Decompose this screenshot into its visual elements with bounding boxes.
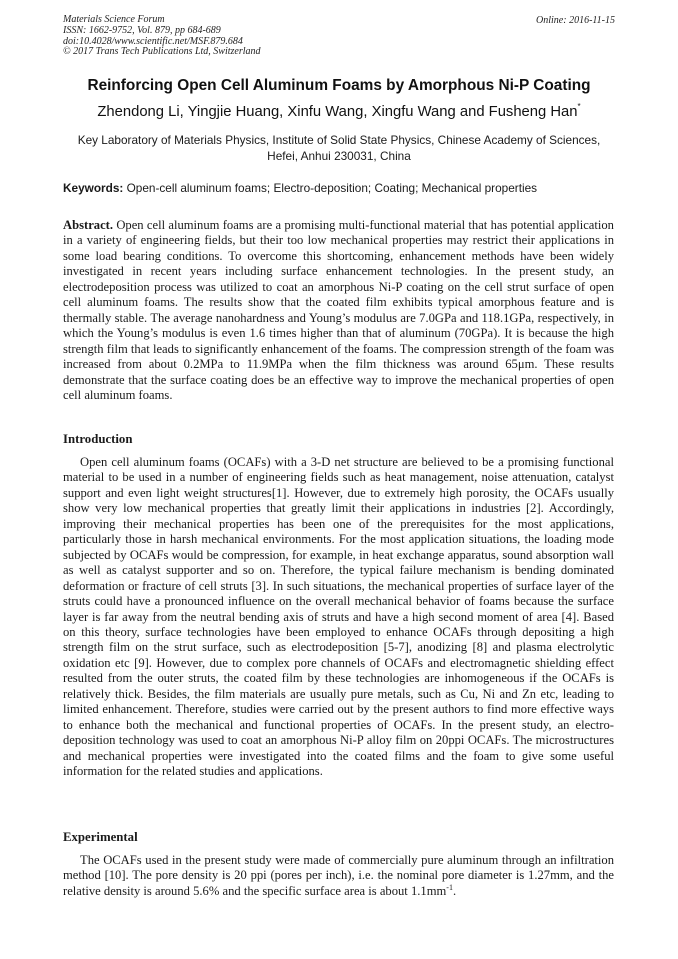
keywords-label: Keywords: [63,181,124,195]
abstract [63,218,614,403]
online-date: Online: 2016-11-15 [536,15,615,26]
affiliation [40,132,638,164]
keywords-text: Open-cell aluminum foams; Electro-deposition; Coating; Mechanical properties [126,181,538,195]
author-list [40,102,638,120]
abstract-label: Abstract. [63,218,114,232]
experimental-end: . [452,883,457,898]
journal-doi[interactable]: doi:10.4028/www.scientific.net/MSF.879.684 [63,35,243,47]
authors-text: Zhendong Li, Yingjie Huang, Xinfu Wang, Xingfu Wang and Fusheng Han [97,104,578,120]
introduction-heading: Introduction [63,432,133,446]
journal-issn: ISSN: 1662-9752, Vol. 879, pp 684-689 [63,24,221,36]
corresponding-author-mark: * [577,102,581,111]
experimental-heading: Experimental [63,830,138,844]
affiliation-line-1: Key Laboratory of Materials Physics, Institute of Solid State Physics, Chinese Academy of Sciences, [77,133,601,147]
journal-copyright: © 2017 Trans Tech Publications Ltd, Switzerland [63,46,261,58]
experimental-paragraph [63,853,614,899]
unit-superscript: -1 [446,882,453,892]
experimental-text: The OCAFs used in the present study were made of commercially pure aluminum through an infiltration method [10]. The pore density is 20 ppi (pores per inch), i.e. the nominal pore diameter is 1.27mm, and the relative density is around 5.6% and the specific surface area is about 1.1mm [63,853,614,898]
abstract-text: Open cell aluminum foams are a promising multi-functional material that has potential application in a variety of engineering fields, but their too low mechanical properties may restrict their applications in some load bearing conditions. To overcome this shortcoming, enhancement methods have been widely investigated in recent years including surface enhancement technologies. In the present study, an electrodeposition process was utilized to coat an amorphous Ni-P coating on the cell strut surface of open cell aluminum foams. The results show that the coated film exhibits typical amorphous feature and is thermally stable. The average nanohardness and Young’s modulus are 7.0GPa and 118.1GPa, respectively, in which the Young’s modulus is even 1.6 times higher than that of aluminum (70GPa). It is because the high strength film that leads to significantly enhancement of the foams. The compression strength of the foam was increased from about 0.2MPa to 11.9MPa when the film thickness was around 65μm. These results demonstrate that the surface coating does be an effective way to improve the mechanical properties of open cell aluminum foams. [63,218,614,402]
introduction-paragraph: Open cell aluminum foams (OCAFs) with a 3-D net structure are believed to be a promising functional material to be used in a number of engineering fields such as heat management, noise attenuation, catalyst support and even light weight structures[1]. However, due to extremely high porosity, the OCAFs usually show very low mechanical properties that greatly limit their applications in industries [2]. Accordingly, improving their mechanical properties has been one of the prerequisites for the most applications, particularly those in harsh mechanical environments. For the most application situations, the loading mode subjected by OCAFs would be compression, for example, in heat exchange apparatus, sound absorption wall as well as catalyst supporter and so on. Therefore, the typical failure mechanism is bending dominated deformation or fracture of cell struts [3]. In such situations, the mechanical properties of surface layer of the struts could have a pronounced influence on the overall mechanical behavior of foams because the surface layer is far away from the neutral bending axis of struts and have a high second moment of area [4]. Based on this theory, surface technologies have been employed to enhance OCAFs through depositing a high strength film on the strut surface, such as electrodeposition [5-7], anodizing [8] and plasma electrolytic oxidation etc [9]. However, due to complex pore channels of OCAFs and electromagnetic shielding effect resulted from the outer struts, the coated film by these technologies are inhomogeneous if the OCAFs is relatively thick. Besides, the film materials are usually pure metals, such as Cu, Ni and Zn etc, leading to limited enhancement. Therefore, studies were carried out by the present authors to find more effective ways to enhance both the mechanical and functional properties of OCAFs. In the present study, an electro-deposition technology was used to coat an amorphous Ni-P alloy film on 20ppi OCAFs. The microstructures and mechanical properties were investigated into the coated films and the foam to give some useful information for the related studies and applications. [63,455,614,779]
paper-title: Reinforcing Open Cell Aluminum Foams by Amorphous Ni-P Coating [87,77,591,94]
journal-header [63,15,261,58]
affiliation-line-2: Hefei, Anhui 230031, China [267,149,411,163]
journal-name: Materials Science Forum [63,14,165,25]
keywords [63,181,623,195]
